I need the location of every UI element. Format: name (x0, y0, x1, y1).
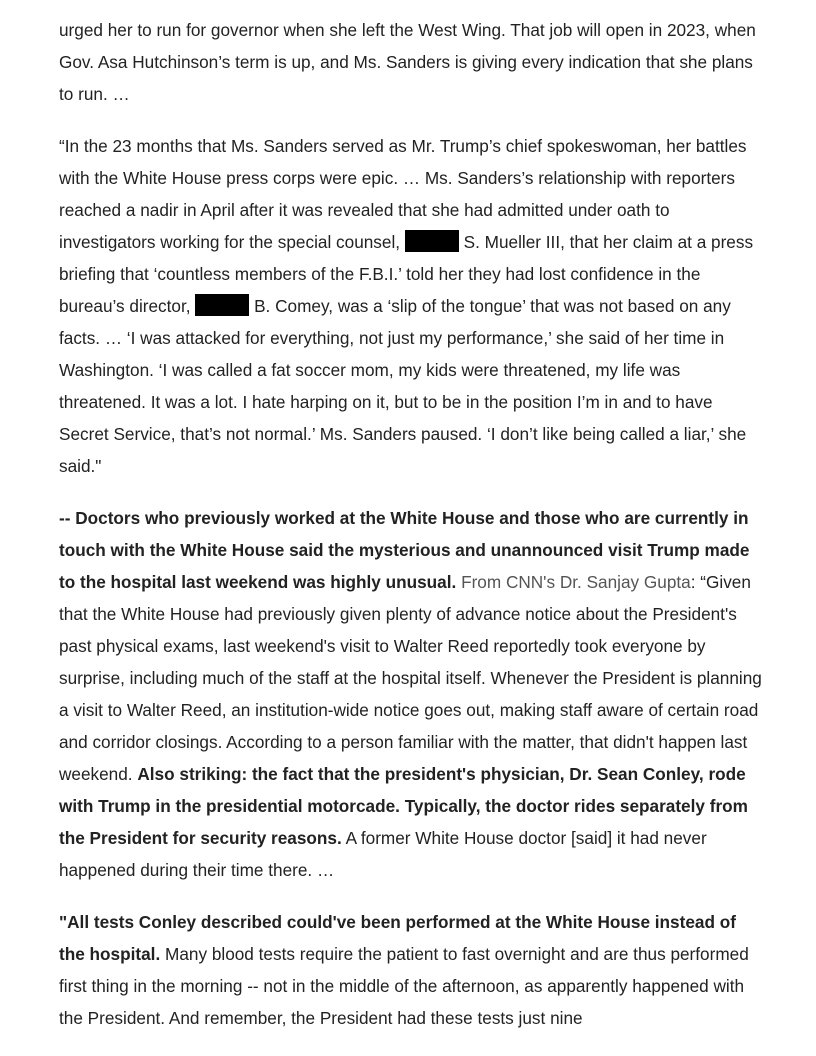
paragraph-walter-reed (59, 502, 766, 886)
paragraph-governor (59, 14, 766, 110)
paragraph-sanders-quote (59, 130, 766, 482)
quote-text-1: “In the 23 months that Ms. Sanders served as Mr. Trump’s chief spokeswoman, her battles with the White House press corps were epic. … Ms. Sanders’s relationship with reporters reached a nadir in April after it was revealed that she had admitted under oath to investigators working for the special counsel, (59, 136, 747, 252)
paragraph-walter-reed-text-2: A former White House doctor [said] it had never happened during their time there. … (59, 828, 707, 880)
bold-striking: Also striking: the fact that the president's physician, Dr. Sean Conley, rode with Trump in the presidential motorcade. Typically, the doctor rides separately from the President for security reasons. (59, 764, 748, 848)
paragraph-governor-text: urged her to run for governor when she left the West Wing. That job will open in 2023, when Gov. Asa Hutchinson’s term is up, and Ms. Sanders is giving every indication that she plans to run. … (59, 20, 756, 104)
bold-lead: -- Doctors who previously worked at the White House and those who are currently in touch with the White House said the mysterious and unannounced visit Trump made to the hospital last weekend was highly unusual. (59, 508, 750, 592)
paragraph-tests (59, 906, 766, 1034)
paragraph-tests-text: Many blood tests require the patient to fast overnight and are thus performed first thing in the morning -- not in the middle of the afternoon, as apparently happened with the President. And remember, the President had these tests just nine (59, 944, 749, 1028)
redaction-box (405, 230, 459, 252)
redaction-box (195, 294, 249, 316)
bold-tests: "All tests Conley described could've been performed at the White House instead of the hospital. (59, 912, 736, 964)
quote-text-3: B. Comey, was a ‘slip of the tongue’ that was not based on any facts. … ‘I was attacked for everything, not just my performance,’ she said of her time in Washington. ‘I was called a fat soccer mom, my kids were threatened, my life was threatened. It was a lot. I hate harping on it, but to be in the position I’m in and to have Secret Service, that’s not normal.’ Ms. Sanders paused. ‘I don’t like being called a liar,’ she said." (59, 296, 747, 476)
source-attribution: From CNN's Dr. Sanjay Gupta (456, 572, 691, 592)
quote-text-2: S. Mueller III, that her claim at a press briefing that ‘countless members of the F.B.I.’ told her they had lost confidence in the bureau’s director, (59, 232, 754, 316)
paragraph-walter-reed-text-1: : “Given that the White House had previously given plenty of advance notice about the President's past physical exams, last weekend's visit to Walter Reed reportedly took everyone by surprise, including much of the staff at the hospital itself. Whenever the President is planning a visit to Walter Reed, an institution-wide notice goes out, making staff aware of certain road and corridor closings. According to a person familiar with the matter, that didn't happen last weekend. (59, 572, 762, 784)
